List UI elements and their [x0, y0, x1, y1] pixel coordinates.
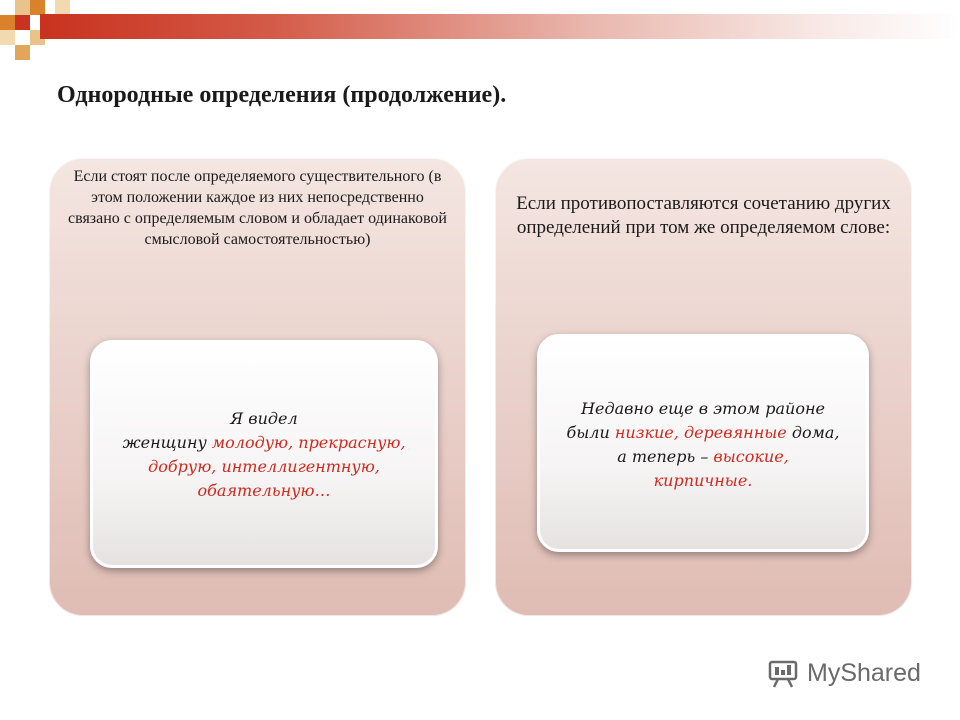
example-text: дома, [786, 423, 840, 442]
right-example-box [537, 334, 869, 552]
decor-square [15, 15, 30, 30]
example-text: были [566, 423, 615, 442]
left-card [49, 158, 466, 616]
highlighted-definitions: высокие, [713, 447, 789, 466]
myshared-logo[interactable] [767, 655, 921, 691]
right-card [495, 158, 912, 616]
right-card-heading: Если противопоставляются сочетанию других определений при том же определяемом слове: [516, 193, 891, 238]
decor-square [55, 0, 70, 15]
decor-square [15, 0, 30, 15]
right-example-text [540, 397, 866, 493]
decor-square [0, 15, 15, 30]
header-bar [40, 14, 960, 39]
example-line [540, 421, 866, 445]
highlighted-definitions: добрую, интеллигентную, [148, 457, 380, 476]
example-text: женщину [122, 433, 212, 452]
left-card-heading: Если стоят после определяемого существительного (в этом положении каждое из них непосредственно связано с определяемым словом и обладает одинаковой смысловой самостоятельностью) [68, 168, 447, 248]
left-example-box [90, 340, 438, 568]
example-line: Я видел [230, 409, 298, 428]
left-example-text [93, 407, 435, 503]
highlighted-definitions: обаятельную… [197, 481, 331, 500]
highlighted-definitions: низкие, деревянные [614, 423, 787, 442]
highlighted-definitions: молодую, прекрасную, [211, 433, 406, 452]
example-line [93, 431, 435, 455]
slide-title: Однородные определения (продолжение). [57, 82, 507, 108]
example-text: а теперь – [617, 447, 714, 466]
decor-square [15, 45, 30, 60]
watermark-text: MyShared [807, 658, 921, 687]
example-line: Недавно еще в этом районе [581, 399, 825, 418]
example-line [540, 445, 866, 469]
highlighted-definitions: кирпичные. [653, 471, 753, 490]
decor-square [30, 0, 45, 15]
decor-square [0, 30, 15, 45]
presentation-board-icon [767, 657, 799, 689]
